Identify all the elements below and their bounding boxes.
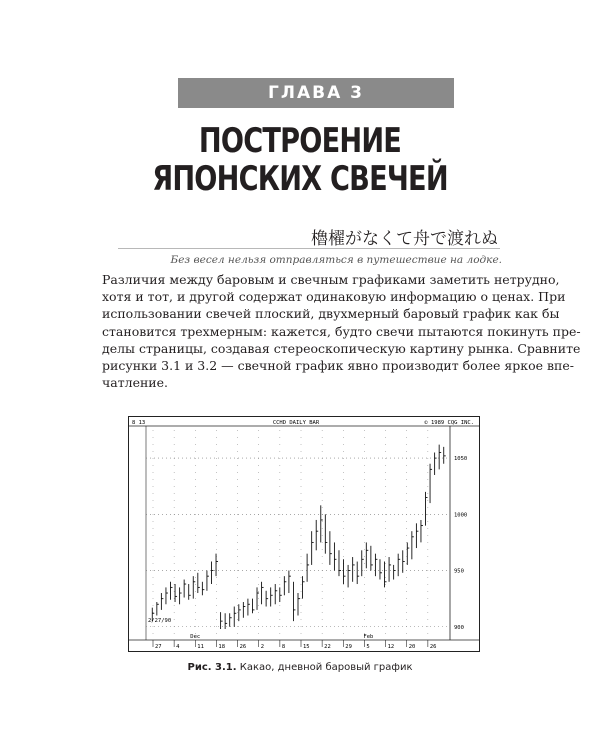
body-line: использовании свечей плоский, двухмерный баровый график как бы [102,306,560,322]
x-tick-label: 20 [408,644,416,650]
x-tick-label: 26 [429,644,437,650]
chart-header-left: 8 13 [132,420,146,426]
epigraph-japanese: 櫓櫂がなくて舟で渡れぬ [311,229,498,249]
x-tick-label: 5 [366,644,370,650]
figure-caption [0,662,600,673]
y-tick-label: 900 [454,624,464,631]
chapter-label: ГЛАВА 3 [178,78,454,108]
x-tick-label: 27 [155,644,162,650]
body-line: делы страницы, создавая стереоскопическую картину рынка. Сравните [102,340,581,356]
x-tick-label: 11 [197,644,204,650]
body-line: чатление. [102,375,169,391]
figure-chart [128,416,480,652]
x-tick-label: 12 [387,644,395,650]
chart-title: CCHD DAILY BAR [272,420,320,426]
chart-border [129,417,480,652]
chapter-title-line-2: ЯПОНСКИХ СВЕЧЕЙ [152,159,448,199]
chart-copyright: © 1989 CQG INC. [424,420,474,426]
body-line: рисунки 3.1 и 3.2 — свечной график явно производит более яркое впе- [102,358,574,374]
body-paragraph [102,271,581,391]
month-label: Dec [190,634,201,640]
y-tick-label: 950 [454,568,464,575]
month-label: Feb [363,634,374,640]
epigraph-translation: Без весел нельзя отправляться в путешествие на лодке. [170,254,502,266]
figure-caption-label: Рис. 3.1. [187,662,237,673]
x-tick-label: 26 [239,644,247,650]
epigraph-divider [118,248,500,249]
x-tick-label: 29 [345,644,352,650]
x-tick-label: 2 [260,644,265,650]
ohlc-chart [128,416,480,652]
y-tick-label: 1050 [454,456,468,463]
body-line: становится трехмерным: кажется, будто свечи пытаются покинуть пре- [102,323,581,339]
body-line: хотя и тот, и другой содержат одинаковую информацию о ценах. При [102,289,566,305]
x-tick-label: 22 [324,644,331,650]
chapter-title-line-1: ПОСТРОЕНИЕ [198,121,402,161]
figure-caption-text: Какао, дневной баровый график [239,662,413,673]
x-tick-label: 8 [281,644,286,650]
chart-start-date: 2/27/90 [148,618,172,624]
x-tick-label: 18 [218,644,226,650]
x-tick-label: 4 [176,644,180,650]
x-tick-label: 15 [303,644,310,650]
y-tick-label: 1000 [454,512,468,519]
body-line: Различия между баровым и свечным графиками заметить нетрудно, [102,272,560,287]
